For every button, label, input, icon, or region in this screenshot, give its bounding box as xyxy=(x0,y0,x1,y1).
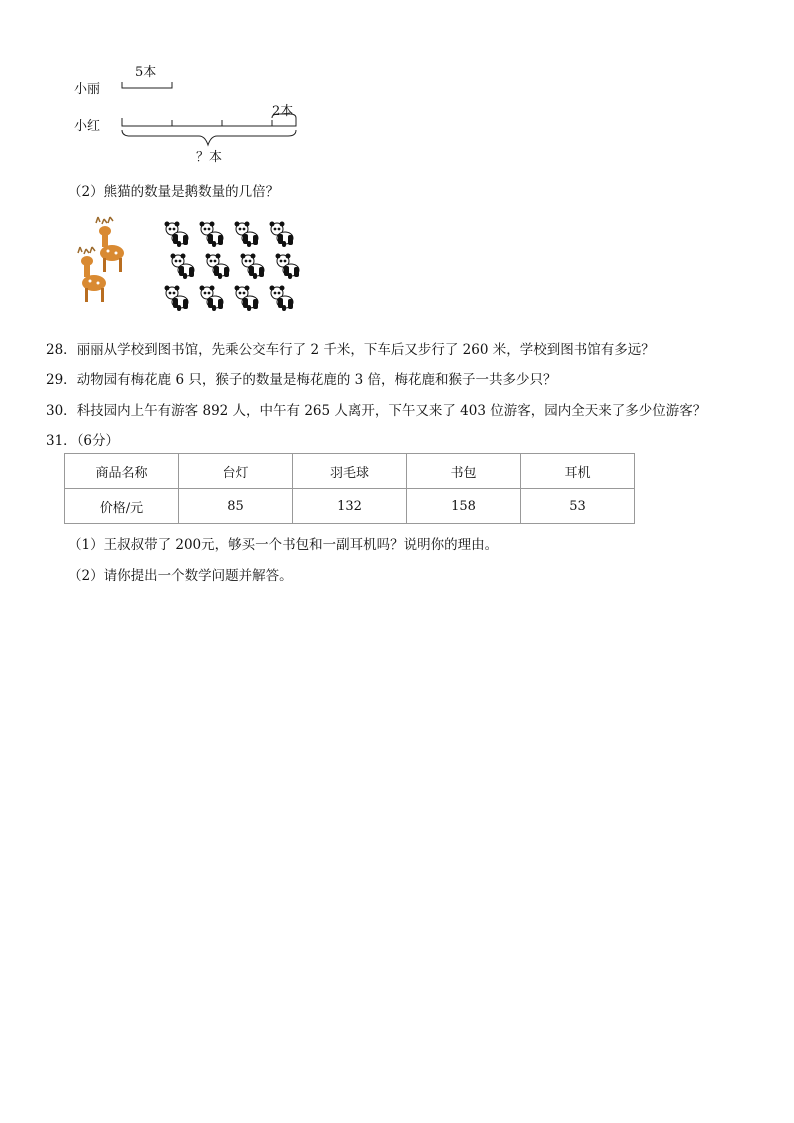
table-cell: 耳机 xyxy=(521,454,635,489)
table-cell: 商品名称 xyxy=(65,454,179,489)
diagram-row1-label: 小丽 xyxy=(74,82,101,97)
question-2: （2）熊猫的数量是鹅数量的几倍？ xyxy=(68,184,280,200)
panda-icon xyxy=(270,222,294,248)
diagram-total-label: ？本 xyxy=(196,150,223,165)
line-segment-diagram xyxy=(0,0,794,200)
question-number: 31． xyxy=(46,433,77,449)
table-cell: 书包 xyxy=(407,454,521,489)
panda-icon xyxy=(241,254,265,280)
panda-icon xyxy=(171,254,195,280)
deer-group xyxy=(72,215,132,310)
table-cell: 158 xyxy=(407,489,521,524)
question-number: 28． xyxy=(46,342,77,358)
question-31 xyxy=(46,429,119,449)
question-text: 动物园有梅花鹿 6 只，猴子的数量是梅花鹿的 3 倍，梅花鹿和猴子一共多少只？ xyxy=(76,372,557,388)
question-29 xyxy=(46,368,557,388)
panda-icon xyxy=(270,286,294,312)
panda-icon xyxy=(206,254,230,280)
table-header-row xyxy=(65,454,635,489)
table-cell: 53 xyxy=(521,489,635,524)
question-text: （6分） xyxy=(76,433,120,449)
panda-group xyxy=(163,222,308,317)
question-number: 30． xyxy=(46,403,77,419)
price-table xyxy=(64,453,635,524)
panda-icon xyxy=(200,222,224,248)
diagram-extra-label: 2本 xyxy=(272,104,294,119)
table-cell: 132 xyxy=(293,489,407,524)
panda-icon xyxy=(235,286,259,312)
panda-icons-svg xyxy=(163,222,308,317)
question-number: 29． xyxy=(46,372,77,388)
table-cell: 台灯 xyxy=(179,454,293,489)
deer-icon xyxy=(96,217,124,272)
panda-icon xyxy=(165,222,189,248)
table-row xyxy=(65,489,635,524)
diagram-top-segment-label: 5本 xyxy=(135,65,157,80)
question-text: 科技园内上午有游客 892 人，中午有 265 人离开，下午又来了 403 位游客，园内全天来了多少位游客？ xyxy=(76,403,707,419)
panda-icon xyxy=(200,286,224,312)
panda-icon xyxy=(235,222,259,248)
panda-icon xyxy=(276,254,300,280)
question-text: 丽丽从学校到图书馆，先乘公交车行了 2 千米，下车后又步行了 260 米，学校到图书馆有多远？ xyxy=(76,342,655,358)
sub-question-2: （2）请你提出一个数学问题并解答。 xyxy=(68,568,293,584)
table-cell: 85 xyxy=(179,489,293,524)
diagram-row2-label: 小红 xyxy=(74,119,101,134)
panda-icon xyxy=(165,286,189,312)
question-30 xyxy=(46,399,706,419)
question-28 xyxy=(46,338,655,358)
table-cell: 羽毛球 xyxy=(293,454,407,489)
table-cell: 价格/元 xyxy=(65,489,179,524)
sub-question-1: （1）王叔叔带了 200元，够买一个书包和一副耳机吗？说明你的理由。 xyxy=(68,537,499,553)
